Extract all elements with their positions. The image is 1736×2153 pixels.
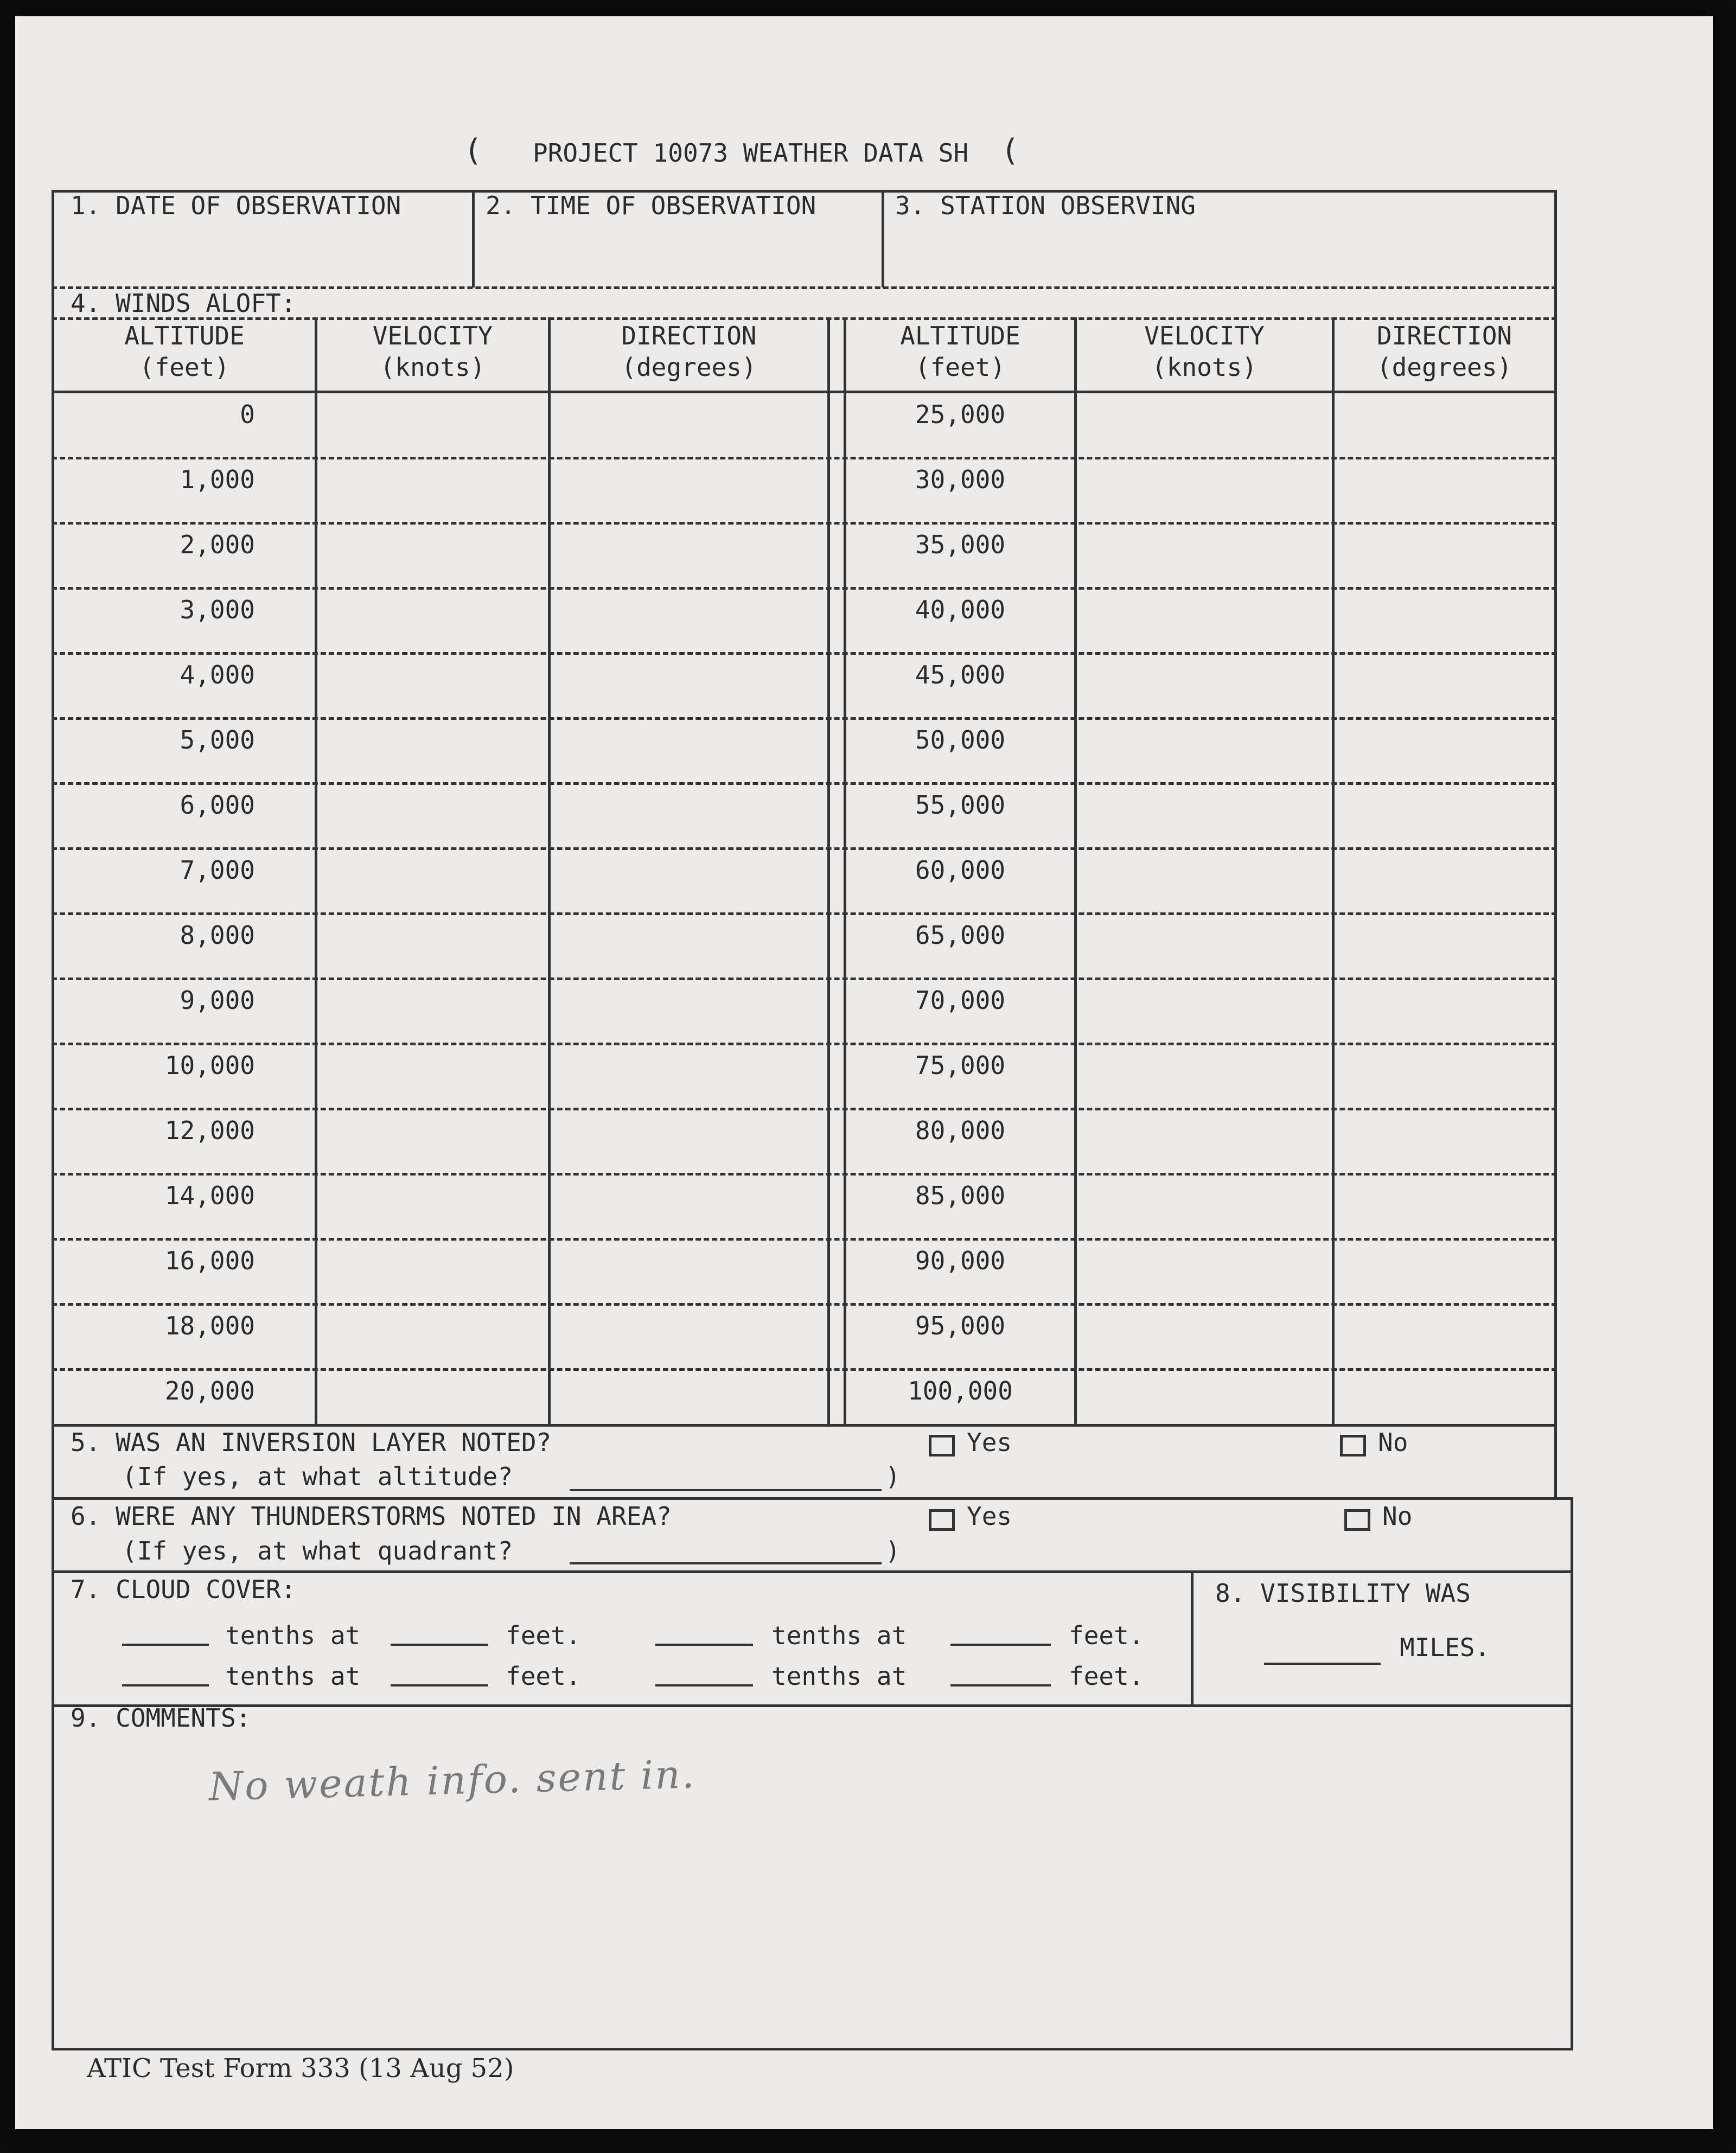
left-altitude-value: 1,000 [180, 465, 255, 494]
right-altitude-value: 75,000 [915, 1051, 1006, 1080]
left-velocity-field[interactable] [317, 1246, 548, 1300]
left-altitude-value: 18,000 [164, 1311, 255, 1340]
left-direction-field[interactable] [551, 790, 827, 845]
form-title: PROJECT 10073 WEATHER DATA SH [533, 138, 969, 168]
right-velocity-field[interactable] [1077, 855, 1332, 910]
inversion-yes-checkbox[interactable] [929, 1435, 955, 1456]
row-divider [52, 782, 1557, 785]
left-direction-field[interactable] [551, 530, 827, 584]
left-direction-field[interactable] [551, 1116, 827, 1170]
left-altitude-value: 2,000 [180, 530, 255, 559]
left-altitude-value: 6,000 [180, 790, 255, 820]
left-altitude-value: 10,000 [164, 1051, 255, 1080]
cloud-feet-field[interactable] [950, 1684, 1051, 1686]
form-id: ATIC Test Form 333 (13 Aug 52) [87, 2053, 514, 2084]
header-left-paren: ( [464, 133, 482, 168]
right-direction-field[interactable] [1335, 921, 1554, 975]
left-altitude-value: 16,000 [164, 1246, 255, 1275]
row-divider [52, 652, 1557, 655]
left-altitude-value: 8,000 [180, 921, 255, 950]
left-velocity-field[interactable] [317, 1181, 548, 1235]
right-velocity-field[interactable] [1077, 595, 1332, 649]
divider-7-8 [1191, 1570, 1194, 1706]
right-direction-unit: (degrees) [1376, 353, 1512, 382]
right-direction-field[interactable] [1335, 790, 1554, 845]
row-divider [52, 1238, 1557, 1241]
right-altitude-value: 45,000 [915, 660, 1006, 689]
visibility-label: 8. VISIBILITY WAS [1215, 1579, 1471, 1608]
thunderstorm-quadrant-field[interactable] [570, 1562, 882, 1564]
left-altitude-value: 5,000 [180, 725, 255, 755]
station-observing-label: 3. STATION OBSERVING [895, 191, 1196, 220]
left-velocity-field[interactable] [317, 855, 548, 910]
frame-bottom [52, 2048, 1573, 2050]
right-altitude-value: 85,000 [915, 1181, 1006, 1210]
cloud-tenths-field[interactable] [122, 1644, 209, 1646]
left-velocity-field[interactable] [317, 1376, 548, 1430]
right-direction-field[interactable] [1335, 1246, 1554, 1300]
right-direction-field[interactable] [1335, 595, 1554, 649]
tenths-at-label: tenths at [771, 1662, 907, 1691]
visibility-unit: MILES. [1400, 1633, 1490, 1662]
right-altitude-unit: (feet) [915, 353, 1006, 382]
inversion-followup: (If yes, at what altitude? [122, 1462, 513, 1491]
cloud-tenths-field[interactable] [122, 1684, 209, 1686]
right-altitude-value: 95,000 [915, 1311, 1006, 1340]
left-altitude-unit: (feet) [139, 353, 230, 382]
divider-1-2 [472, 190, 475, 288]
right-direction-field[interactable] [1335, 660, 1554, 714]
left-velocity-field[interactable] [317, 790, 548, 845]
header-right-paren: ( [1001, 133, 1019, 168]
feet-label: feet. [1069, 1662, 1144, 1691]
row-divider [52, 912, 1557, 915]
right-velocity-field[interactable] [1077, 530, 1332, 584]
right-velocity-header: VELOCITY [1144, 321, 1265, 350]
right-altitude-value: 60,000 [915, 855, 1006, 885]
right-altitude-value: 65,000 [915, 921, 1006, 950]
left-direction-unit: (degrees) [621, 353, 757, 382]
section-6-bottom [52, 1570, 1573, 1573]
left-altitude-value: 14,000 [164, 1181, 255, 1210]
left-direction-field[interactable] [551, 921, 827, 975]
time-field[interactable] [477, 228, 879, 282]
right-velocity-field[interactable] [1077, 465, 1332, 519]
right-direction-field[interactable] [1335, 1181, 1554, 1235]
row-divider [52, 1108, 1557, 1110]
left-altitude-value: 20,000 [164, 1376, 255, 1405]
right-velocity-field[interactable] [1077, 1246, 1332, 1300]
left-velocity-header: VELOCITY [372, 321, 493, 350]
right-direction-field[interactable] [1335, 1051, 1554, 1105]
thunderstorm-yes-label: Yes [967, 1502, 1012, 1531]
left-velocity-field[interactable] [317, 921, 548, 975]
right-velocity-field[interactable] [1077, 921, 1332, 975]
left-direction-field[interactable] [551, 465, 827, 519]
row-divider [52, 1303, 1557, 1306]
left-altitude-header: ALTITUDE [124, 321, 245, 350]
cloud-feet-field[interactable] [391, 1644, 488, 1646]
row-divider [52, 717, 1557, 720]
thunderstorm-no-label: No [1382, 1502, 1413, 1531]
col-line-3 [827, 317, 830, 1424]
left-direction-field[interactable] [551, 660, 827, 714]
right-velocity-field[interactable] [1077, 1181, 1332, 1235]
visibility-miles-field[interactable] [1264, 1663, 1381, 1665]
left-velocity-unit: (knots) [380, 353, 486, 382]
cloud-feet-field[interactable] [391, 1684, 488, 1686]
date-field[interactable] [57, 228, 467, 282]
inversion-close-paren: ) [885, 1462, 901, 1491]
right-velocity-field[interactable] [1077, 986, 1332, 1040]
thunderstorm-followup: (If yes, at what quadrant? [122, 1536, 513, 1566]
left-direction-field[interactable] [551, 595, 827, 649]
right-direction-field[interactable] [1335, 400, 1554, 454]
left-direction-field[interactable] [551, 400, 827, 454]
inversion-altitude-field[interactable] [570, 1489, 882, 1491]
right-altitude-header: ALTITUDE [900, 321, 1020, 350]
inversion-no-label: No [1378, 1428, 1408, 1457]
left-altitude-value: 9,000 [180, 986, 255, 1015]
section-5-bottom [52, 1497, 1573, 1500]
right-altitude-value: 50,000 [915, 725, 1006, 755]
right-altitude-value: 70,000 [915, 986, 1006, 1015]
right-velocity-field[interactable] [1077, 725, 1332, 780]
cloud-tenths-field[interactable] [655, 1644, 753, 1646]
right-altitude-value: 80,000 [915, 1116, 1006, 1145]
thunderstorm-close-paren: ) [885, 1536, 901, 1566]
left-velocity-field[interactable] [317, 725, 548, 780]
comments-label: 9. COMMENTS: [71, 1703, 251, 1733]
row-divider [52, 1043, 1557, 1045]
right-velocity-field[interactable] [1077, 1116, 1332, 1170]
right-altitude-value: 40,000 [915, 595, 1006, 624]
right-direction-field[interactable] [1335, 986, 1554, 1040]
right-direction-field[interactable] [1335, 1116, 1554, 1170]
cloud-tenths-field[interactable] [655, 1684, 753, 1686]
cloud-feet-field[interactable] [950, 1644, 1051, 1646]
table-bottom-line [52, 1424, 1557, 1427]
left-direction-field[interactable] [551, 1311, 827, 1365]
left-velocity-field[interactable] [317, 1051, 548, 1105]
thunderstorm-yes-checkbox[interactable] [929, 1509, 955, 1531]
left-direction-field[interactable] [551, 725, 827, 780]
feet-label: feet. [506, 1662, 581, 1691]
thunderstorm-question: 6. WERE ANY THUNDERSTORMS NOTED IN AREA? [71, 1502, 672, 1531]
section-7-bottom [52, 1704, 1573, 1707]
row-divider [52, 847, 1557, 850]
inversion-no-checkbox[interactable] [1340, 1435, 1366, 1456]
right-altitude-value: 90,000 [915, 1246, 1006, 1275]
left-velocity-field[interactable] [317, 465, 548, 519]
frame-right-lower [1571, 1497, 1573, 2050]
cloud-cover-label: 7. CLOUD COVER: [71, 1575, 296, 1604]
winds-header-top-line [52, 317, 1557, 320]
right-altitude-value: 55,000 [915, 790, 1006, 820]
row-divider [52, 522, 1557, 525]
tenths-at-label: tenths at [225, 1621, 361, 1650]
left-altitude-value: 4,000 [180, 660, 255, 689]
tenths-at-label: tenths at [771, 1621, 907, 1650]
inversion-question: 5. WAS AN INVERSION LAYER NOTED? [71, 1428, 552, 1457]
time-of-observation-label: 2. TIME OF OBSERVATION [486, 191, 816, 220]
row-divider [52, 1368, 1557, 1371]
inversion-yes-label: Yes [967, 1428, 1012, 1457]
left-altitude-value: 0 [240, 400, 255, 429]
left-direction-field[interactable] [551, 1246, 827, 1300]
right-velocity-field[interactable] [1077, 400, 1332, 454]
right-velocity-field[interactable] [1077, 660, 1332, 714]
right-direction-field[interactable] [1335, 465, 1554, 519]
thunderstorm-no-checkbox[interactable] [1344, 1509, 1370, 1531]
left-direction-field[interactable] [551, 855, 827, 910]
right-direction-field[interactable] [1335, 530, 1554, 584]
right-direction-field[interactable] [1335, 725, 1554, 780]
right-altitude-value: 25,000 [915, 400, 1006, 429]
feet-label: feet. [1069, 1621, 1144, 1650]
right-velocity-field[interactable] [1077, 1051, 1332, 1105]
right-velocity-unit: (knots) [1152, 353, 1257, 382]
left-velocity-field[interactable] [317, 595, 548, 649]
left-direction-field[interactable] [551, 1051, 827, 1105]
right-direction-field[interactable] [1335, 855, 1554, 910]
left-direction-field[interactable] [551, 986, 827, 1040]
row-divider [52, 457, 1557, 459]
right-direction-field[interactable] [1335, 1376, 1554, 1430]
left-velocity-field[interactable] [317, 986, 548, 1040]
right-velocity-field[interactable] [1077, 1311, 1332, 1365]
right-velocity-field[interactable] [1077, 790, 1332, 845]
left-direction-field[interactable] [551, 1376, 827, 1430]
tenths-at-label: tenths at [225, 1662, 361, 1691]
divider-2-3 [882, 190, 884, 288]
left-velocity-field[interactable] [317, 1116, 548, 1170]
right-direction-header: DIRECTION [1376, 321, 1512, 350]
winds-aloft-label: 4. WINDS ALOFT: [71, 289, 296, 318]
row-divider [52, 587, 1557, 590]
left-velocity-field[interactable] [317, 660, 548, 714]
left-altitude-value: 12,000 [164, 1116, 255, 1145]
row-divider [52, 1173, 1557, 1175]
left-velocity-field[interactable] [317, 1311, 548, 1365]
frame-right-upper [1554, 190, 1557, 1497]
handwritten-comment[interactable]: No weath info. sent in. [208, 1751, 697, 1810]
left-velocity-field[interactable] [317, 530, 548, 584]
left-direction-field[interactable] [551, 1181, 827, 1235]
right-altitude-value: 35,000 [915, 530, 1006, 559]
header-bottom-line [52, 391, 1557, 393]
feet-label: feet. [506, 1621, 581, 1650]
left-velocity-field[interactable] [317, 400, 548, 454]
left-direction-header: DIRECTION [621, 321, 757, 350]
right-velocity-field[interactable] [1077, 1376, 1332, 1430]
right-direction-field[interactable] [1335, 1311, 1554, 1365]
row-divider [52, 978, 1557, 980]
left-altitude-value: 7,000 [180, 855, 255, 885]
station-field[interactable] [887, 228, 1552, 282]
left-altitude-value: 3,000 [180, 595, 255, 624]
date-of-observation-label: 1. DATE OF OBSERVATION [71, 191, 401, 220]
right-altitude-value: 100,000 [908, 1376, 1013, 1405]
right-altitude-value: 30,000 [915, 465, 1006, 494]
